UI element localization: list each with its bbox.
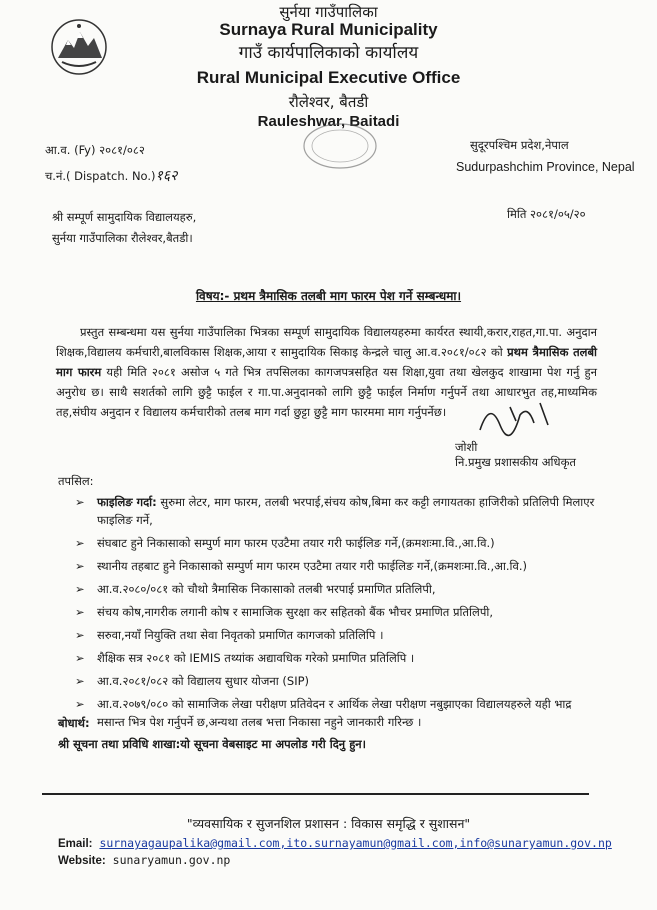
footer-website-row	[58, 853, 230, 867]
list-item-text: शैक्षिक सत्र २०८१ को IEMIS तथ्यांक अद्यावधिक गरेको प्रमाणित प्रतिलिपि ।	[97, 651, 415, 665]
tapasil-list	[75, 493, 600, 736]
footer-slogan: "व्यवसायिक र सुजनशिल प्रशासन : विकास समृद्धि र सुशासन"	[186, 816, 471, 831]
arrow-icon: ➢	[75, 582, 85, 596]
body-part-1: प्रस्तुत सम्बन्धमा यस सुर्नया गाउँपालिका भित्रका सम्पूर्ण सामुदायिक विद्यालयहरुमा कार्यरत स्थायी,करार,राहत,गा.पा. अनुदान शिक्षक,विद्यालय कर्मचारी,बालविकास शिक्षक,आया र सामुदायिक सिकाइ केन्द्रले चालु आ.व.२०८१/०८२ को	[56, 325, 597, 359]
arrow-icon: ➢	[75, 495, 85, 509]
list-item	[75, 580, 600, 598]
subject-line: विषय:- प्रथम त्रैमासिक तलबी माग फारम पेश गर्ने सम्बन्धमा।	[195, 289, 462, 303]
body-part-2: यही मिति २०८१ असोज ५ गते भित्र तपसिलका कागजपत्रसहित यस शिक्षा,युवा तथा खेलकुद शाखामा पेश गर्नु हुन अनुरोध छ। साथै सशर्तको लागि छुट्टै फाईल र गा.पा.अनुदानको लागि छुट्टै फाईल निर्माण गर्नुपर्ने तथा आधारभुत तह,माध्यमिक तह,संघीय अनुदान र विद्यालय कर्मचारीको तलब माग गर्दा छुट्टा छुट्टै माग फारममा माग गर्नुपर्नेछ।	[56, 365, 597, 419]
header-line-5: रौलेश्वर, बैतडी	[288, 93, 369, 111]
list-item-text: आ.व.२०८०/०८१ को चौथो त्रैमासिक निकासाको तलबी भरपाई प्रमाणित प्रतिलिपी,	[97, 582, 436, 596]
list-item-text: आ.व.२०८१/०८२ को विद्यालय सुधार योजना (SIP)	[97, 674, 310, 688]
list-item	[75, 557, 600, 575]
bodhartha-text: श्री सूचना तथा प्रविधि शाखा:यो सूचना वेबसाइट मा अपलोड गरी दिनु हुन।	[58, 737, 367, 751]
list-item-text: आ.व.२०७९/०८० को सामाजिक लेखा परीक्षण प्रतिवेदन र आर्थिक लेखा परीक्षण नबुझाएका विद्यालयहरुले यही भाद्र मसान्त भित्र पेश गर्नुपर्ने छ,अन्यथा तलब भत्ता निकासा नहुने जानकारी गरिन्छ ।	[97, 697, 572, 729]
header-line-4: Rural Municipal Executive Office	[196, 68, 461, 87]
header-line-1: सुर्नया गाउँपालिका	[279, 3, 378, 21]
province-en: Sudurpashchim Province, Nepal	[456, 160, 635, 174]
list-item	[75, 695, 600, 731]
list-item	[75, 603, 600, 621]
office-stamp	[300, 120, 380, 172]
bodhartha-label: बोधार्थ:	[58, 716, 90, 730]
list-item-text: संघबाट हुने निकासाको सम्पुर्ण माग फारम एउटैमा तयार गरी फाईलिङ गर्ने,(क्रमशःमा.वि.,आ.वि.)	[97, 536, 495, 550]
list-item	[75, 626, 600, 644]
list-item	[75, 672, 600, 690]
list-item-text: संचय कोष,नागरीक लगानी कोष र सामाजिक सुरक्षा कर सहितको बैंक भौचर प्रमाणित प्रतिलिपी,	[97, 605, 493, 619]
arrow-icon: ➢	[75, 651, 85, 665]
dispatch-number	[45, 166, 177, 185]
list-item-text: सरुवा,नयाँ नियुक्ति तथा सेवा निवृतको प्रमाणित कागजको प्रतिलिपि ।	[97, 628, 384, 642]
website-link[interactable]: sunaryamun.gov.np	[112, 853, 231, 867]
footer-divider	[42, 793, 589, 795]
website-label: Website:	[58, 855, 106, 867]
arrow-icon: ➢	[75, 628, 85, 642]
recipient-line-2: सुर्नया गाउँपालिका रौलेश्वर,बैतडी।	[52, 231, 193, 245]
arrow-icon: ➢	[75, 605, 85, 619]
province-np: सुदूरपश्चिम प्रदेश,नेपाल	[470, 138, 569, 152]
recipient-line-1: श्री सम्पूर्ण सामुदायिक विद्यालयहरु,	[52, 210, 197, 224]
list-item	[75, 534, 600, 552]
dispatch-label: च.नं.( Dispatch. No.)	[45, 169, 156, 183]
header-line-2: Surnaya Rural Municipality	[219, 20, 438, 39]
signatory-sig-name: जोशी	[455, 440, 478, 454]
header-line-3: गाउँ कार्यपालिकाको कार्यालय	[238, 43, 419, 63]
tapasil-label: तपसिल:	[58, 474, 94, 488]
body-bold: प्रथम त्रैमासिक तलबी माग फारम	[56, 345, 597, 379]
list-item	[75, 649, 600, 667]
list-item-text: सुरुमा लेटर, माग फारम, तलबी भरपाई,संचय कोष,बिमा कर कट्टी लगायतका हाजिरीको प्रतिलिपी मिलाएर फाइलिङ गर्ने,	[97, 495, 595, 527]
letter-date: मिति २०८१/०५/२०	[507, 207, 586, 221]
signature-image	[470, 395, 570, 445]
email-links[interactable]: surnayagaupalika@gmail.com,ito.surnayamun@gmail.com,info@sunaryamun.gov.np	[99, 836, 612, 850]
list-item-text: स्थानीय तहबाट हुने निकासाको सम्पुर्ण माग फारम एउटैमा तयार गरी फाईलिङ गर्ने,(क्रमशःमा.वि.,आ.वि.)	[97, 559, 528, 573]
email-label: Email:	[58, 838, 93, 850]
arrow-icon: ➢	[75, 536, 85, 550]
fiscal-year: आ.व. (Fy) २०८१/०८२	[45, 143, 145, 157]
list-item	[75, 493, 600, 529]
arrow-icon: ➢	[75, 674, 85, 688]
header-line-6: Rauleshwar, Baitadi	[257, 113, 400, 130]
footer-email-row	[58, 836, 612, 850]
list-item-bold: फाइलिङ गर्दा:	[97, 495, 157, 509]
signatory-title: नि.प्रमुख प्रशासकीय अधिकृत	[455, 455, 576, 469]
dispatch-value: १६२	[155, 168, 178, 184]
arrow-icon: ➢	[75, 697, 85, 711]
arrow-icon: ➢	[75, 559, 85, 573]
